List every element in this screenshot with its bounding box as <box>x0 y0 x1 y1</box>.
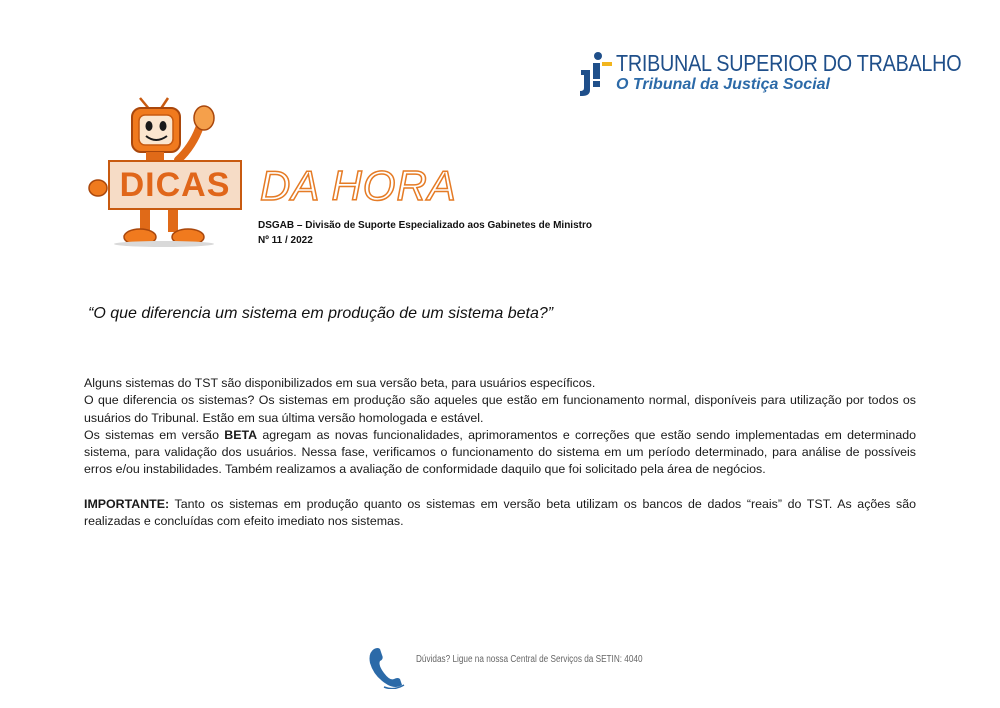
beta-text-before: Os sistemas em versão <box>84 427 225 442</box>
institution-slogan: O Tribunal da Justiça Social <box>616 76 830 93</box>
article-body <box>84 375 916 530</box>
paragraph-important <box>84 496 916 531</box>
da-hora-title: DA HORA <box>260 162 457 209</box>
dicas-sign: DICAS <box>108 160 242 210</box>
beta-text-after: agregam as novas funcionalidades, aprimoramentos e correções que estão sendo implementadas em determinado sistema, para validação dos usuários. Nessa fase, verificamos o funcionamento do sistema em um período determinado, para análise de possíveis erros e/ou instabilidades. Também realizamos a avaliação de conformidade daquilo que foi solicitado pela área de negócios. <box>84 427 916 477</box>
phone-icon <box>364 645 410 689</box>
issue-number: Nº 11 / 2022 <box>258 235 313 246</box>
paragraph-beta <box>84 427 916 479</box>
paragraph-production: O que diferencia os sistemas? Os sistemas em produção são aqueles que estão em funcionamento normal, disponíveis para utilização por todos os usuários do Tribunal. Estão em sua última versão homologada e estável. <box>84 393 916 425</box>
paragraph-spacer <box>84 479 916 496</box>
tst-emblem-icon <box>578 50 612 96</box>
footer-contact <box>364 645 654 689</box>
question-heading: “O que diferencia um sistema em produção de um sistema beta?” <box>88 305 554 322</box>
important-label: IMPORTANTE: <box>84 496 170 511</box>
tst-logo <box>578 50 962 98</box>
important-text: Tanto os sistemas em produção quanto os sistemas em versão beta utilizam os bancos de dados “reais” do TST. As ações são realizadas e concluídas com efeito imediato nos sistemas. <box>84 496 916 529</box>
beta-bold: BETA <box>224 427 258 442</box>
institution-name: TRIBUNAL SUPERIOR DO TRABALHO <box>616 50 962 76</box>
paragraph-intro: Alguns sistemas do TST são disponibilizados em sua versão beta, para usuários específicos. <box>84 376 596 390</box>
division-name: DSGAB – Divisão de Suporte Especializado aos Gabinetes de Ministro <box>258 220 592 231</box>
contact-text: Dúvidas? Ligue na nossa Central de Serviços da SETIN: 4040 <box>416 654 643 665</box>
